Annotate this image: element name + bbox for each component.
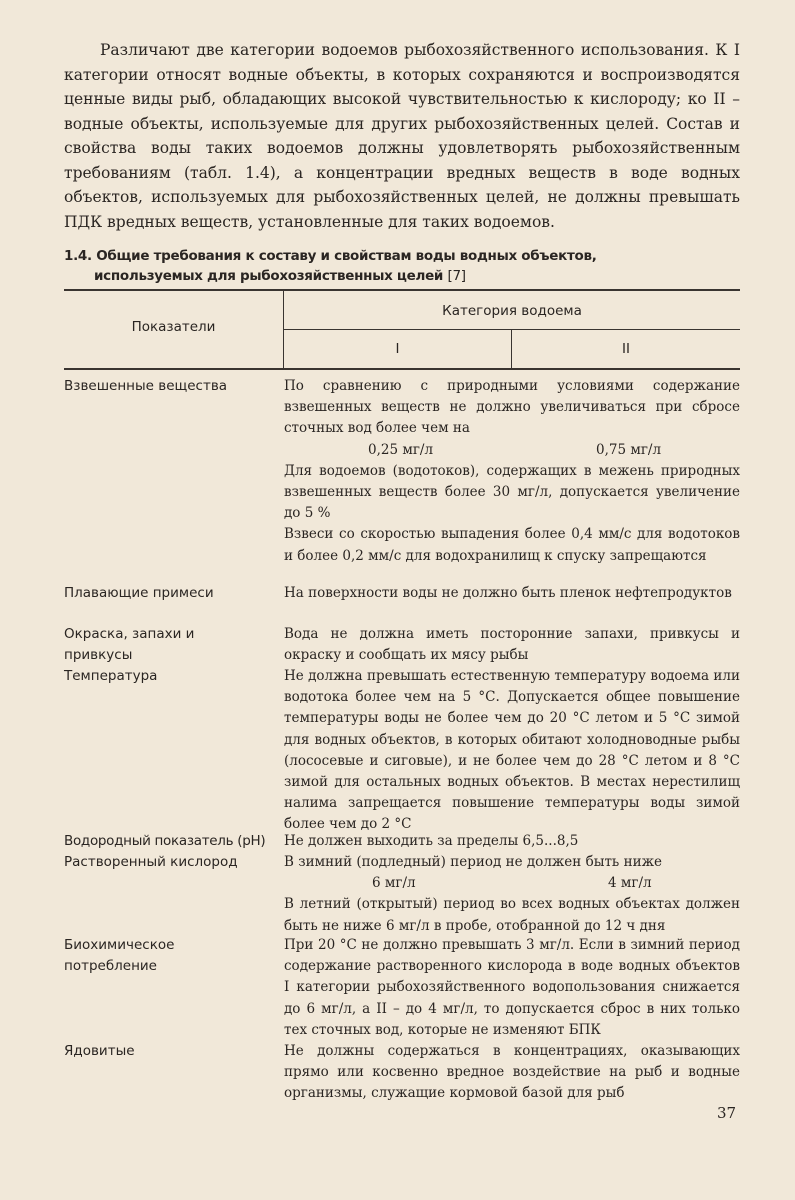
bod-text: При 20 °С не должно превышать 3 мг/л. Если в зимний период содержание растворенного кислорода в воде водных объектов I категории рыбохозяйственного водопользования снижается до 6 мг/л, а II – до 4 мг/л, то допускается сброс в них только тех сточных вод, которые не изменяют БПК: [284, 937, 740, 1038]
header-category: Категория водоема: [442, 303, 582, 319]
table-caption-line1: 1.4. Общие требования к составу и свойствам воды водных объектов,: [64, 248, 597, 264]
header-indicators: Показатели: [131, 319, 216, 335]
table-caption: [64, 246, 740, 286]
floating-impurities-text: На поверхности воды не должно быть пленок нефтепродуктов: [284, 585, 732, 601]
row-label-suspended-solids: Взвешенные вещества: [64, 378, 228, 394]
row-body-suspended-solids: [284, 376, 740, 567]
row-label-dissolved-oxygen: Растворенный кислород: [64, 854, 238, 870]
suspended-solids-settling: Взвеси со скоростью выпадения более 0,4 мм/с для водотоков и более 0,2 мм/с для водохранилищ к спуску запрещаются: [284, 526, 740, 564]
intro-paragraph: Различают две категории водоемов рыбохозяйственного использования. К I категории относят водные объекты, в которых сохраняются и воспроизводятся ценные виды рыб, обладающих высокой чувствительностью к кислороду; ко II – водные объекты, используемые для других рыбохозяйственных целей. Состав и свойства воды таких водоемов должны удовлетворять рыбохозяйственным требованиям (табл. 1.4), а концентрации вредных веществ в воде водных объектов, используемых для рыбохозяйственных целей, не должны превышать ПДК вредных веществ, установленные для таких водоемов.: [64, 41, 740, 231]
table-caption-line2: используемых для рыбохозяйственных целей: [94, 268, 444, 284]
row-label-bod: Биохимическое потребление: [64, 937, 175, 975]
ph-text: Не должен выходить за пределы 6,5...8,5: [284, 833, 579, 849]
row-label-toxic: Ядовитые: [64, 1043, 135, 1059]
row-body-color-odor: [284, 624, 740, 666]
dissolved-oxygen-cat2-value: 4 мг/л: [608, 875, 652, 892]
dissolved-oxygen-winter-text: В зимний (подледный) период не должен быть ниже: [284, 854, 662, 870]
row-body-toxic: [284, 1041, 740, 1105]
header-category-1: I: [395, 341, 400, 357]
dissolved-oxygen-cat1-value: 6 мг/л: [372, 875, 416, 892]
row-label-color-odor: Окраска, запахи и привкусы: [64, 626, 195, 664]
table-caption-reference: [7]: [447, 268, 466, 284]
table-top-rule: [64, 289, 740, 291]
row-label-ph: Водородный показатель (pH): [64, 833, 266, 849]
row-label-floating-impurities: Плавающие примеси: [64, 585, 214, 601]
suspended-solids-note: Для водоемов (водотоков), содержащих в межень природных взвешенных веществ более 30 мг/л, допускается увеличение до 5 %: [284, 462, 740, 522]
header-bottom-rule: [64, 368, 740, 370]
row-body-bod: [284, 935, 740, 1041]
dissolved-oxygen-summer-text: В летний (открытый) период во всех водных объектах должен быть не ниже 6 мг/л в пробе, отобранной до 12 ч дня: [284, 896, 740, 934]
row-body-ph: [284, 831, 740, 852]
row-body-dissolved-oxygen: [284, 852, 740, 937]
row-body-floating-impurities: [284, 583, 740, 604]
suspended-solids-cat1-value: 0,25 мг/л: [368, 441, 434, 458]
suspended-solids-text: По сравнению с природными условиями содержание взвешенных веществ не должно увеличиваться при сбросе сточных вод более чем на: [284, 378, 740, 437]
toxic-text: Не должны содержаться в концентрациях, оказывающих прямо или косвенно вредное воздействие на рыб и водные организмы, служащие кормовой базой для рыб: [284, 1043, 740, 1102]
page-number: 37: [717, 1104, 737, 1122]
row-label-temperature: Температура: [64, 668, 158, 684]
row-body-temperature: [284, 666, 740, 836]
color-odor-text: Вода не должна иметь посторонние запахи, привкусы и окраску и сообщать их мясу рыбы: [284, 626, 740, 664]
temperature-text: Не должна превышать естественную температуру водоема или водотока более чем на 5 °С. Допускается общее повышение температуры воды не более чем до 20 °С летом и 5 °С зимой для водных объектов, в которых обитают холодноводные рыбы (лососевые и сиговые), и не более чем до 28 °С летом и 8 °С зимой для остальных водных объектов. В местах нерестилищ налима запрещается повышение температуры воды зимой более чем до 2 °С: [284, 668, 740, 833]
header-category-2: II: [622, 341, 630, 357]
suspended-solids-cat2-value: 0,75 мг/л: [596, 441, 662, 458]
